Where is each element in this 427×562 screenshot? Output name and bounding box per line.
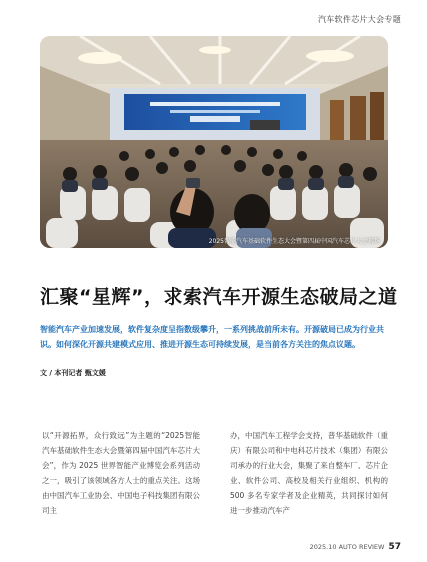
article-title: 汇聚“星辉”，求索汽车开源生态破局之道 bbox=[40, 286, 398, 308]
article-lede: 智能汽车产业加速发展，软件复杂度呈指数级攀升，一系列挑战前所未有。开源破局已成为行业共识。如何深化开源共建模式应用、推进开源生态可持续发展，是当前各方关注的焦点议题。 bbox=[40, 325, 384, 349]
conference-hall-illustration bbox=[40, 36, 388, 248]
body-column-right: 办，中国汽车工程学会支持，普华基础软件（重庆）有限公司和中电科芯片技术（集团）有限公司承办的行业大会，集聚了来自整车厂、芯片企业、软件公司、高校及相关行业组织、机构的 500 多名专家学者及企业精英，共同探讨如何进一步推动汽车产 bbox=[230, 431, 388, 515]
event-photo bbox=[40, 36, 388, 248]
issue-label: 2025.10 AUTO REVIEW bbox=[309, 543, 385, 551]
body-column-left: 以“开源拓界，众行致远”为主题的“2025智能汽车基础软件生态大会暨第四届中国汽车芯片大会”，作为 2025 世界智能产业博览会系列活动之一，吸引了该领域各方人士的重点关注。这场由中国汽车工业协会、中国电子科技集团有限公司主 bbox=[42, 431, 200, 515]
section-header: 汽车软件芯片大会专题 bbox=[318, 15, 401, 24]
page-footer bbox=[310, 542, 401, 552]
article-byline: 文 / 本刊记者 甄文媛 bbox=[40, 369, 106, 377]
photo-caption: 2025智能汽车基础软件生态大会暨第四届中国汽车芯片大会现场 bbox=[208, 238, 380, 245]
page-number: 57 bbox=[388, 542, 401, 552]
